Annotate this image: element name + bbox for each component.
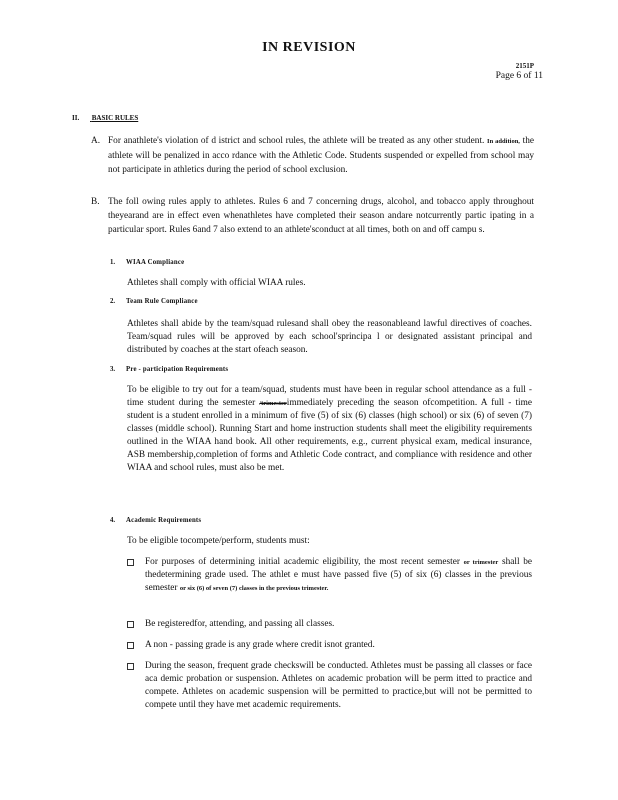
item-text: For anathlete's violation of d istrict and school rules, the athlete will be treated as any other student. In addition, the athlete will be penalized in acco rdance with the Athletic Code. Students suspended or expelled from school may not participate in athletics during the period of school exclusion. [108, 136, 534, 175]
section-heading [72, 114, 138, 122]
list-item: For purposes of determining initial academic eligibility, the most recent semester or trimester shall be thedetermining grade used. The athlet e must have passed five (5) of six (6) classes in the previous semester or six (6) of seven (7) classes in the previous trimester. [127, 556, 532, 595]
paragraph-wiaa-compliance: Athletes shall comply with official WIAA rules. [127, 278, 306, 288]
rule-item-b [91, 195, 534, 237]
item-text: The foll owing rules apply to athletes. Rules 6 and 7 concerning drugs, alcohol, and tobacco apply throughout theyearand are in effect even whenathletes have completed their season andare notcurrently partic ipating in a particular sport. Rules 6and 7 also extend to an athlete'sconduct at all times, both on and off campu s. [108, 197, 534, 235]
policy-code: 2151P [515, 62, 534, 70]
item-label: A. [91, 136, 101, 146]
list-item: During the season, frequent grade checkswill be conducted. Athletes must be passing all classes or face aca demic probation or suspension. Athletes on academic probation will be perm itted to practice and compete. Athletes on academic suspension will be permitted to practice,but will not be permitted to compete until they have met academic requirements. [127, 660, 532, 712]
page-number: Page 6 of 11 [495, 71, 543, 81]
bullet-box-icon [127, 621, 134, 628]
bullet-box-icon [127, 559, 134, 566]
list-item: A non - passing grade is any grade where credit isnot granted. [127, 639, 532, 652]
paragraph-team-rule-compliance: Athletes shall abide by the team/squad rulesand shall obey the reasonableand lawful directives of coaches. Team/squad rules will be approved by each school'sprincipa l or designated assistant principal and distributed by coaches at the start ofeach season. [127, 319, 532, 355]
rule-item-a [91, 134, 534, 177]
section-title: BASIC RULES [91, 114, 139, 122]
bullet-box-icon [127, 642, 134, 649]
section-number: II. [72, 114, 80, 122]
subheading-pre-participation: 3. Pre - participation Requirements [110, 366, 229, 373]
bullet-box-icon [127, 663, 134, 670]
paragraph-pre-participation: To be eligible to try out for a team/squad, students must have been in regular school attendance as a full - time student during the semester /trimesterimmediately preceding the season ofcompetition. A full - time student is a student enrolled in a minimum of five (5) of six (6) classes (high school) or six (6) of seven (7) classes (middle school). Running Start and home instruction students shall meet the eligibility requirements outlined in the WIAA hand book. All other requirements, e.g., current physical exam, medical insurance, ASB membership,completion of forms and Athletic Code contract, and compliance with residence and other WIAA and school rules, must also be met. [127, 385, 532, 473]
paragraph-academic-intro: To be eligible tocompete/perform, students must: [127, 536, 310, 546]
subheading-wiaa-compliance: 1. WIAA Compliance [110, 259, 185, 266]
subheading-academic-requirements: 4. Academic Requirements [110, 517, 202, 524]
document-title: IN REVISION [262, 40, 356, 55]
item-label: B. [91, 197, 100, 207]
emphasis-text: In addition, [487, 138, 520, 145]
list-item: Be registeredfor, attending, and passing all classes. [127, 618, 532, 631]
subheading-team-rule-compliance: 2. Team Rule Compliance [110, 298, 198, 305]
struck-text: /trimester [259, 400, 287, 407]
